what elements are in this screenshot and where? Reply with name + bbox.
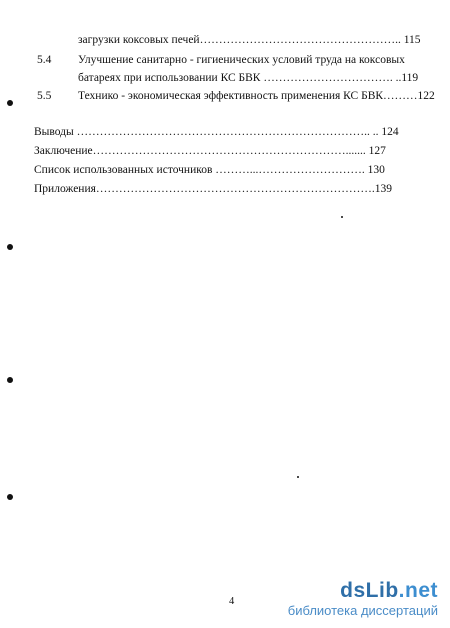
punch-hole-mark [7, 494, 13, 500]
punch-hole-mark [7, 100, 13, 106]
scan-speck [297, 476, 299, 478]
toc-entry: Технико - экономическая эффективность применения КС БВК………122 [78, 90, 435, 102]
scan-speck [341, 216, 343, 218]
toc-entry: Улучшение санитарно - гигиенических условий труда на коксовых [78, 54, 405, 66]
toc-entry: Приложения……………………………………………………………….139 [34, 183, 393, 195]
watermark-logo-main: dsLib [340, 579, 399, 602]
toc-entry: батареях при использовании КС БВК ……………………………. ..119 [78, 72, 419, 84]
punch-hole-mark [7, 244, 13, 250]
toc-entry-number: 5.4 [37, 54, 52, 66]
toc-entry-number: 5.5 [37, 90, 52, 102]
toc-entry: загрузки коксовых печей…………………………………………….. 115 [78, 34, 421, 46]
watermark-logo-domain: .net [398, 579, 438, 602]
toc-entry: Список использованных источников ………...………………………. 130 [34, 164, 385, 176]
toc-entry: Выводы ………………………………………………………………….. .. 124 [34, 126, 399, 138]
watermark-logo [288, 580, 438, 602]
watermark [288, 580, 438, 618]
page-number: 4 [229, 596, 235, 607]
watermark-subtitle: библиотека диссертаций [287, 603, 438, 618]
punch-hole-mark [7, 377, 13, 383]
toc-entry: Заключение…………………………………………………………....... 127 [34, 145, 386, 157]
